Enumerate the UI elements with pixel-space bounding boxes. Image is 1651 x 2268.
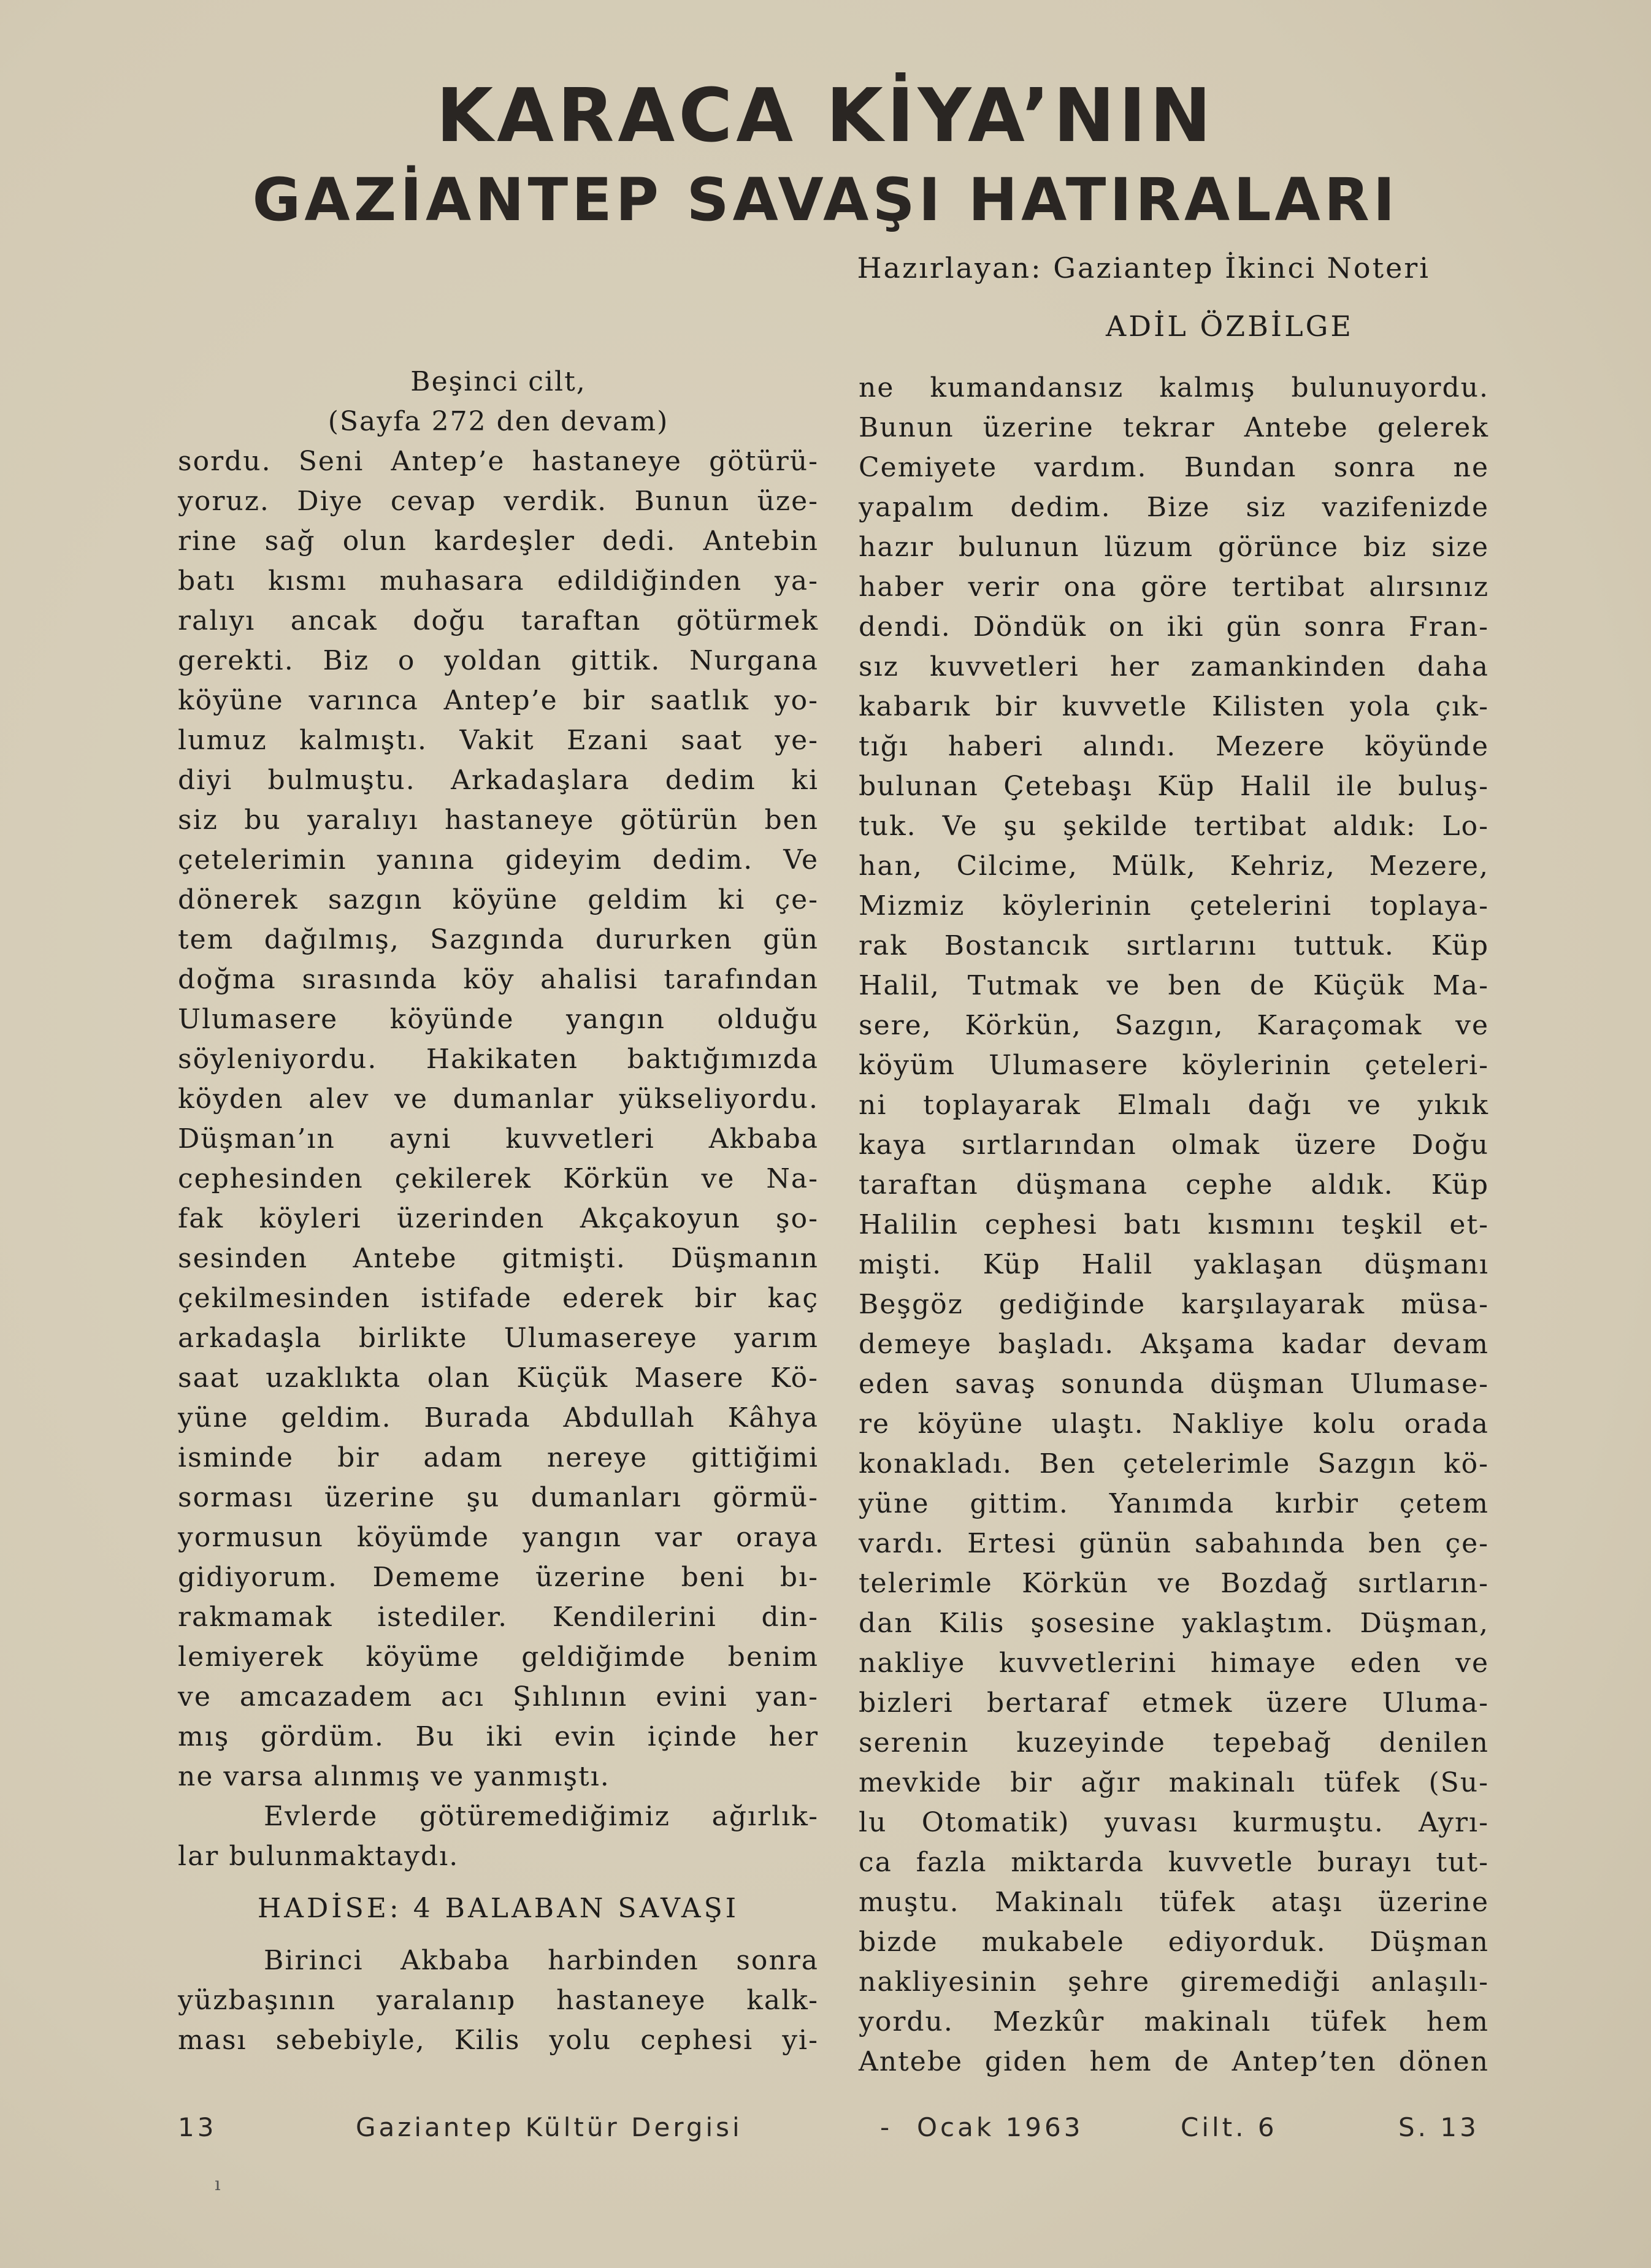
text-line: sesinden Antebe gitmişti. Düşmanın xyxy=(178,1243,819,1274)
stray-mark: ı xyxy=(215,2174,221,2195)
text-line: HADİSE: 4 BALABAN SAVAŞI xyxy=(257,1893,740,1924)
text-line: serenin kuzeyinde tepebağ denilen xyxy=(859,1727,1489,1758)
text-line: ralıyı ancak doğu taraftan götürmek xyxy=(178,605,819,636)
text-line: sız kuvvetleri her zamankinden daha xyxy=(859,651,1489,682)
text-line: nakliye kuvvetlerini himaye eden ve xyxy=(859,1648,1489,1679)
author-name: ADİL ÖZBİLGE xyxy=(1106,310,1354,343)
text-line: dönerek sazgın köyüne geldim ki çe- xyxy=(178,884,819,915)
text-line: mevkide bir ağır makinalı tüfek (Su- xyxy=(859,1767,1489,1798)
text-line: yüzbaşının yaralanıp hastaneye kalk- xyxy=(178,1985,819,2016)
text-line: Mizmiz köylerinin çetelerini toplaya- xyxy=(859,890,1489,922)
text-line: sere, Körkün, Sazgın, Karaçomak ve xyxy=(859,1010,1489,1041)
text-line: tığı haberi alındı. Mezere köyünde xyxy=(859,731,1489,762)
text-line: hazır bulunun lüzum görünce biz size xyxy=(859,532,1489,563)
text-line: ni toplayarak Elmalı dağı ve yıkık xyxy=(859,1090,1489,1121)
text-line: rak Bostancık sırtlarını tuttuk. Küp xyxy=(859,930,1489,961)
text-line: konakladı. Ben çetelerimle Sazgın kö- xyxy=(859,1448,1489,1480)
text-line: batı kısmı muhasara edildiğinden ya- xyxy=(178,565,819,597)
text-line: tem dağılmış, Sazgında dururken gün xyxy=(178,924,819,955)
text-line: muştu. Makinalı tüfek ataşı üzerine xyxy=(859,1887,1489,1918)
prepared-by: Hazırlayan: Gaziantep İkinci Noteri xyxy=(857,251,1430,284)
text-line: rakmamak istediler. Kendilerini din- xyxy=(178,1602,819,1633)
text-line: dan Kilis şosesine yaklaştım. Düşman, xyxy=(859,1608,1489,1639)
text-line: (Sayfa 272 den devam) xyxy=(328,406,669,437)
text-line: ve amcazadem acı Şıhlının evini yan- xyxy=(178,1681,819,1712)
right-column xyxy=(859,368,1489,2082)
text-line: Beşinci cilt, xyxy=(410,366,586,397)
text-line: yoruz. Diye cevap verdik. Bunun üze- xyxy=(178,486,819,517)
text-line: yormusun köyümde yangın var oraya xyxy=(178,1522,819,1553)
text-line: vardı. Ertesi günün sabahında ben çe- xyxy=(859,1528,1489,1559)
text-line: köyüne varınca Antep’e bir saatlık yo- xyxy=(178,685,819,716)
footer-date: Ocak 1963 xyxy=(917,2112,1084,2142)
text-line: bizde mukabele ediyorduk. Düşman xyxy=(859,1926,1489,1958)
text-line: sorması üzerine şu dumanları görmü- xyxy=(178,1482,819,1513)
text-line: ne varsa alınmış ve yanmıştı. xyxy=(178,1761,610,1792)
text-line: saat uzaklıkta olan Küçük Masere Kö- xyxy=(178,1362,819,1394)
text-line: dendi. Döndük on iki gün sonra Fran- xyxy=(859,611,1489,643)
title-line-2: GAZİANTEP SAVAŞI HATIRALARI xyxy=(252,166,1399,234)
text-line: Birinci Akbaba harbinden sonra xyxy=(264,1945,819,1976)
title-line-1: KARACA KİYA’NIN xyxy=(436,74,1215,159)
text-line: telerimle Körkün ve Bozdağ sırtların- xyxy=(859,1568,1489,1599)
text-line: Halil, Tutmak ve ben de Küçük Ma- xyxy=(859,970,1489,1001)
text-line: kabarık bir kuvvetle Kilisten yola çık- xyxy=(859,691,1489,722)
text-line: arkadaşla birlikte Ulumasereye yarım xyxy=(178,1323,819,1354)
text-line: köyüm Ulumasere köylerinin çeteleri- xyxy=(859,1050,1489,1081)
text-line: Halilin cephesi batı kısmını teşkil et- xyxy=(859,1209,1489,1240)
text-line: ne kumandansız kalmış bulunuyordu. xyxy=(859,372,1489,403)
text-line: Evlerde götüremediğimiz ağırlık- xyxy=(264,1801,819,1832)
text-line: yüne gittim. Yanımda kırbir çetem xyxy=(859,1488,1489,1519)
text-line: çekilmesinden istifade ederek bir kaç xyxy=(178,1283,819,1314)
text-line: gerekti. Biz o yoldan gittik. Nurgana xyxy=(178,645,819,676)
text-line: lu Otomatik) yuvası kurmuştu. Ayrı- xyxy=(859,1807,1489,1838)
text-line: yordu. Mezkûr makinalı tüfek hem xyxy=(859,2006,1489,2037)
page-footer xyxy=(178,2112,1490,2149)
text-line: lemiyerek köyüme geldiğimde benim xyxy=(178,1641,819,1673)
text-line: köyden alev ve dumanlar yükseliyordu. xyxy=(178,1083,819,1115)
text-line: demeye başladı. Akşama kadar devam xyxy=(859,1329,1489,1360)
text-line: Cemiyete vardım. Bundan sonra ne xyxy=(859,452,1489,483)
text-line: haber verir ona göre tertibat alırsınız xyxy=(859,571,1489,603)
footer-issue: S. 13 xyxy=(1398,2112,1479,2142)
text-line: gidiyorum. Dememe üzerine beni bı- xyxy=(178,1562,819,1593)
text-line: cephesinden çekilerek Körkün ve Na- xyxy=(178,1163,819,1194)
text-line: isminde bir adam nereye gittiğimi xyxy=(178,1442,819,1473)
footer-separator: - xyxy=(880,2112,893,2142)
text-line: bizleri bertaraf etmek üzere Uluma- xyxy=(859,1687,1489,1719)
text-line: ca fazla miktarda kuvvetle burayı tut- xyxy=(859,1847,1489,1878)
text-line: kaya sırtlarından olmak üzere Doğu xyxy=(859,1129,1489,1161)
footer-volume: Cilt. 6 xyxy=(1181,2112,1278,2142)
text-line: yüne geldim. Burada Abdullah Kâhya xyxy=(178,1402,819,1434)
text-line: Beşgöz gediğinde karşılayarak müsa- xyxy=(859,1289,1489,1320)
text-line: rine sağ olun kardeşler dedi. Antebin xyxy=(178,525,819,557)
text-line: lar bulunmaktaydı. xyxy=(178,1841,459,1872)
text-line: Düşman’ın ayni kuvvetleri Akbaba xyxy=(178,1123,819,1155)
text-line: re köyüne ulaştı. Nakliye kolu orada xyxy=(859,1408,1489,1440)
text-line: taraftan düşmana cephe aldık. Küp xyxy=(859,1169,1489,1201)
text-line: doğma sırasında köy ahalisi tarafından xyxy=(178,964,819,995)
text-line: Bunun üzerine tekrar Antebe gelerek xyxy=(859,412,1489,443)
text-line: lumuz kalmıştı. Vakit Ezani saat ye- xyxy=(178,725,819,756)
text-line: yapalım dedim. Bize siz vazifenizde xyxy=(859,492,1489,523)
text-line: nakliyesinin şehre giremediği anlaşılı- xyxy=(859,1966,1489,1998)
text-line: ması sebebiyle, Kilis yolu cephesi yi- xyxy=(178,2025,819,2056)
text-line: siz bu yaralıyı hastaneye götürün ben xyxy=(178,804,819,836)
text-line: mişti. Küp Halil yaklaşan düşmanı xyxy=(859,1249,1489,1280)
text-line: fak köyleri üzerinden Akçakoyun şo- xyxy=(178,1203,819,1234)
text-line: han, Cilcime, Mülk, Kehriz, Mezere, xyxy=(859,850,1489,882)
left-column xyxy=(178,362,819,2060)
text-line: bulunan Çetebaşı Küp Halil ile buluş- xyxy=(859,771,1489,802)
text-line: çetelerimin yanına gideyim dedim. Ve xyxy=(178,844,819,876)
footer-magazine-name: Gaziantep Kültür Dergisi xyxy=(356,2112,743,2142)
text-line: söyleniyordu. Hakikaten baktığımızda xyxy=(178,1044,819,1075)
text-line: eden savaş sonunda düşman Ulumase- xyxy=(859,1369,1489,1400)
text-line: tuk. Ve şu şekilde tertibat aldık: Lo- xyxy=(859,811,1489,842)
footer-page-number: 13 xyxy=(178,2112,217,2142)
text-line: mış gördüm. Bu iki evin içinde her xyxy=(178,1721,819,1752)
text-line: sordu. Seni Antep’e hastaneye götürü- xyxy=(178,446,819,477)
text-line: diyi bulmuştu. Arkadaşlara dedim ki xyxy=(178,765,819,796)
text-line: Ulumasere köyünde yangın olduğu xyxy=(178,1004,819,1035)
text-line: Antebe giden hem de Antep’ten dönen xyxy=(859,2046,1489,2077)
